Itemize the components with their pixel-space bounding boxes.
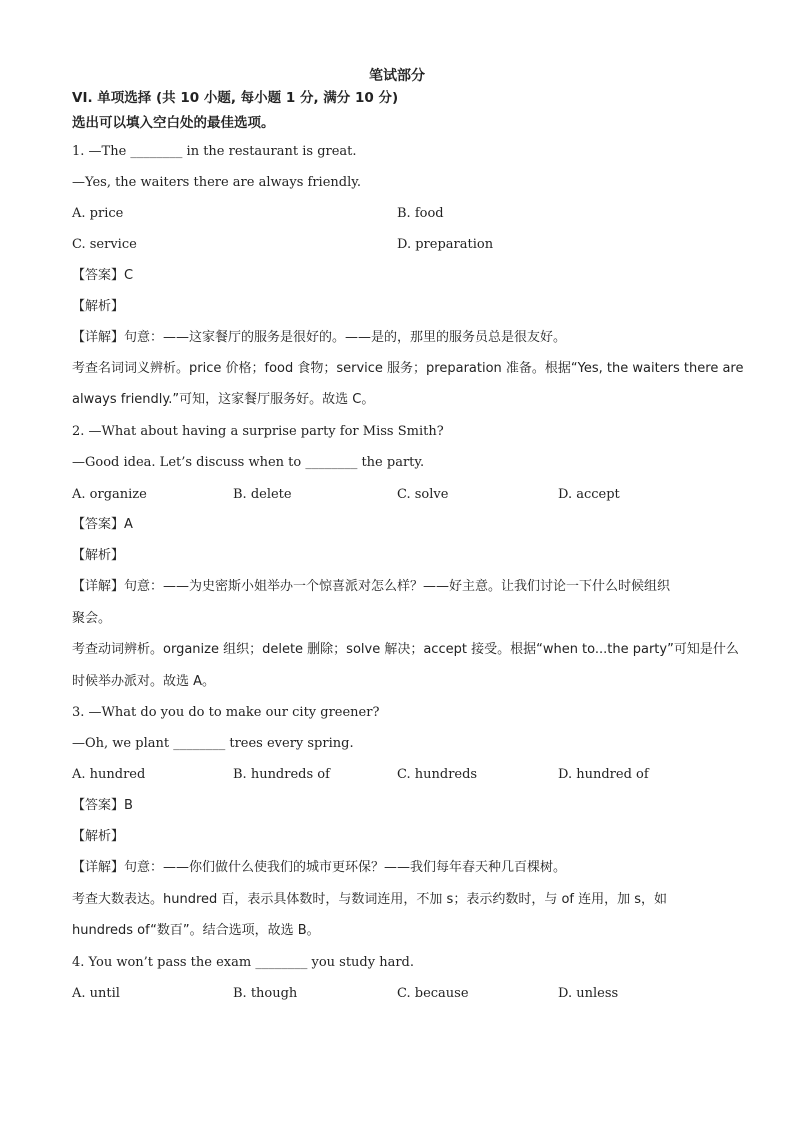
q3-reply: —Oh, we plant ________ trees every spring. [72, 736, 354, 751]
q2-answer: 【答案】A [72, 517, 133, 532]
q2-analysis-label: 【解析】 [72, 548, 125, 563]
section-heading: VI. 单项选择 (共 10 小题, 每小题 1 分, 满分 10 分) [72, 90, 399, 106]
q1-analysis-label: 【解析】 [72, 299, 125, 314]
q2-detail-2: 聚会。 [72, 611, 112, 626]
q2-reply: —Good idea. Let’s discuss when to ________ the party. [72, 455, 425, 470]
q2-option-a: A. organize [72, 487, 147, 502]
q1-option-b: B. food [397, 206, 444, 221]
q3-option-d: D. hundred of [558, 767, 649, 782]
q3-answer: 【答案】B [72, 798, 133, 813]
q1-option-a: A. price [72, 206, 124, 221]
q3-explain-2: hundreds of“数百”。结合选项，故选 B。 [72, 923, 320, 938]
q1-reply: —Yes, the waiters there are always friendly. [72, 175, 362, 190]
q1-answer: 【答案】C [72, 268, 134, 283]
q1-stem: 1. —The ________ in the restaurant is great. [72, 144, 357, 159]
q1-explain-2: always friendly.”可知，这家餐厅服务好。故选 C。 [72, 392, 375, 407]
q4-option-d: D. unless [558, 986, 619, 1001]
q2-option-b: B. delete [233, 487, 292, 502]
q3-option-b: B. hundreds of [233, 767, 330, 782]
q4-option-a: A. until [72, 986, 120, 1001]
q2-option-d: D. accept [558, 487, 620, 502]
q1-detail: 【详解】句意：——这家餐厅的服务是很好的。——是的，那里的服务员总是很友好。 [72, 330, 567, 345]
q4-stem: 4. You won’t pass the exam ________ you study hard. [72, 955, 415, 970]
q3-explain-1: 考查大数表达。hundred 百，表示具体数时，与数词连用，不加 s；表示约数时，与 of 连用，加 s，如 [72, 892, 668, 907]
q1-option-d: D. preparation [397, 237, 494, 252]
q3-stem: 3. —What do you do to make our city greener? [72, 705, 380, 720]
q1-explain-1: 考查名词词义辨析。price 价格；food 食物；service 服务；preparation 准备。根据“Yes, the waiters there are [72, 361, 744, 376]
page-title: 笔试部分 [369, 68, 425, 84]
q3-option-c: C. hundreds [397, 767, 478, 782]
q2-option-c: C. solve [397, 487, 449, 502]
q1-option-c: C. service [72, 237, 137, 252]
q3-analysis-label: 【解析】 [72, 829, 125, 844]
q2-explain-1: 考查动词辨析。organize 组织；delete 删除；solve 解决；accept 接受。根据“when to...the party”可知是什么 [72, 642, 739, 657]
q2-explain-2: 时候举办派对。故选 A。 [72, 674, 216, 689]
q2-stem: 2. —What about having a surprise party for Miss Smith? [72, 424, 444, 439]
section-instruction: 选出可以填入空白处的最佳选项。 [72, 115, 275, 131]
q3-option-a: A. hundred [72, 767, 146, 782]
q4-option-b: B. though [233, 986, 298, 1001]
q2-detail-1: 【详解】句意：——为史密斯小姐举办一个惊喜派对怎么样？——好主意。让我们讨论一下什么时候组织 [72, 579, 671, 594]
q3-detail: 【详解】句意：——你们做什么使我们的城市更环保？——我们每年春天种几百棵树。 [72, 860, 567, 875]
q4-option-c: C. because [397, 986, 469, 1001]
